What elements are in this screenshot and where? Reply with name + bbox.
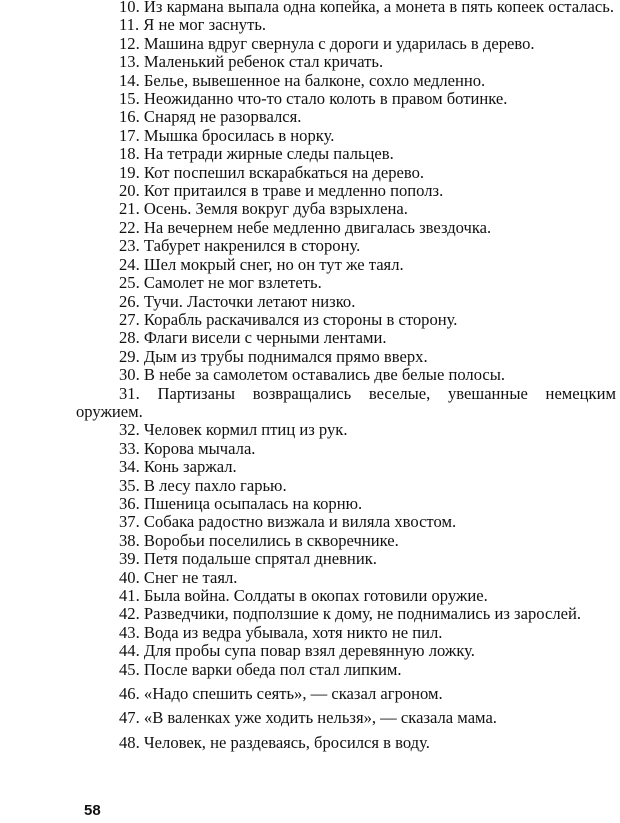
list-item: 29. Дым из трубы поднимался прямо вверх. bbox=[119, 346, 428, 366]
list-item: 23. Табурет накренился в сторону. bbox=[119, 236, 361, 256]
list-item: 41. Была война. Солдаты в окопах готовили оружие. bbox=[119, 586, 488, 605]
list-item: 35. В лесу пахло гарью. bbox=[119, 475, 287, 495]
list-item: 19. Кот поспешил вскарабкаться на дерево. bbox=[119, 162, 425, 182]
list-item: 14. Белье, вывешенное на балконе, сохло медленно. bbox=[119, 70, 486, 90]
list-item: 10. Из кармана выпала одна копейка, а монета в пять копеек осталась. bbox=[119, 0, 614, 16]
list-item: 24. Шел мокрый снег, но он тут же таял. bbox=[119, 254, 404, 274]
list-item: 47. «В валенках уже ходить нельзя», — сказала мама. bbox=[119, 708, 497, 728]
list-item: 27. Корабль раскачивался из стороны в сторону. bbox=[119, 309, 458, 329]
list-item: 33. Корова мычала. bbox=[119, 438, 256, 458]
list-item: 42. Разведчики, подползшие к дому, не поднимались из зарослей. bbox=[119, 604, 581, 624]
list-item: 26. Тучи. Ласточки летают низко. bbox=[119, 291, 356, 311]
list-item: 15. Неожиданно что-то стало колоть в правом ботинке. bbox=[119, 89, 508, 109]
page-number: 58 bbox=[84, 802, 101, 819]
list-item: 12. Машина вдруг свернула с дороги и ударилась в дерево. bbox=[119, 33, 535, 53]
list-item: 37. Собака радостно визжала и виляла хвостом. bbox=[119, 512, 457, 532]
list-item: 16. Снаряд не разорвался. bbox=[119, 107, 302, 127]
list-item: 39. Петя подальше спрятал дневник. bbox=[119, 549, 377, 569]
list-item: 46. «Надо спешить сеять», — сказал агроном. bbox=[119, 684, 443, 704]
list-item: 31. Партизаны возвращались веселые, увешанные немецким оружием. bbox=[76, 383, 616, 421]
list-item: 32. Человек кормил птиц из рук. bbox=[119, 420, 348, 440]
list-item: 36. Пшеница осыпалась на корню. bbox=[119, 493, 363, 513]
list-item: 44. Для пробы супа повар взял деревянную ложку. bbox=[119, 641, 475, 661]
list-item: 18. На тетради жирные следы пальцев. bbox=[119, 144, 394, 164]
list-item: 21. Осень. Земля вокруг дуба взрыхлена. bbox=[119, 199, 408, 219]
list-item: 45. После варки обеда пол стал липким. bbox=[119, 659, 402, 679]
list-item: 43. Вода из ведра убывала, хотя никто не пил. bbox=[119, 622, 443, 642]
list-item: 34. Конь заржал. bbox=[119, 457, 237, 477]
list-item: 40. Снег не таял. bbox=[119, 567, 238, 587]
list-item: 30. В небе за самолетом оставались две белые полосы. bbox=[119, 365, 506, 385]
numbered-sentence-list bbox=[76, 0, 616, 752]
list-item: 13. Маленький ребенок стал кричать. bbox=[119, 52, 384, 72]
list-item: 17. Мышка бросилась в норку. bbox=[119, 125, 335, 145]
list-item: 20. Кот притаился в траве и медленно пополз. bbox=[119, 181, 444, 201]
list-item: 28. Флаги висели с черными лентами. bbox=[119, 328, 387, 348]
list-item: 11. Я не мог заснуть. bbox=[119, 15, 267, 35]
list-item: 38. Воробьи поселились в скворечнике. bbox=[119, 530, 399, 550]
list-item: 25. Самолет не мог взлететь. bbox=[119, 273, 322, 293]
list-item: 48. Человек, не раздеваясь, бросился в воду. bbox=[119, 732, 430, 752]
list-item: 22. На вечернем небе медленно двигалась звездочка. bbox=[119, 217, 492, 237]
